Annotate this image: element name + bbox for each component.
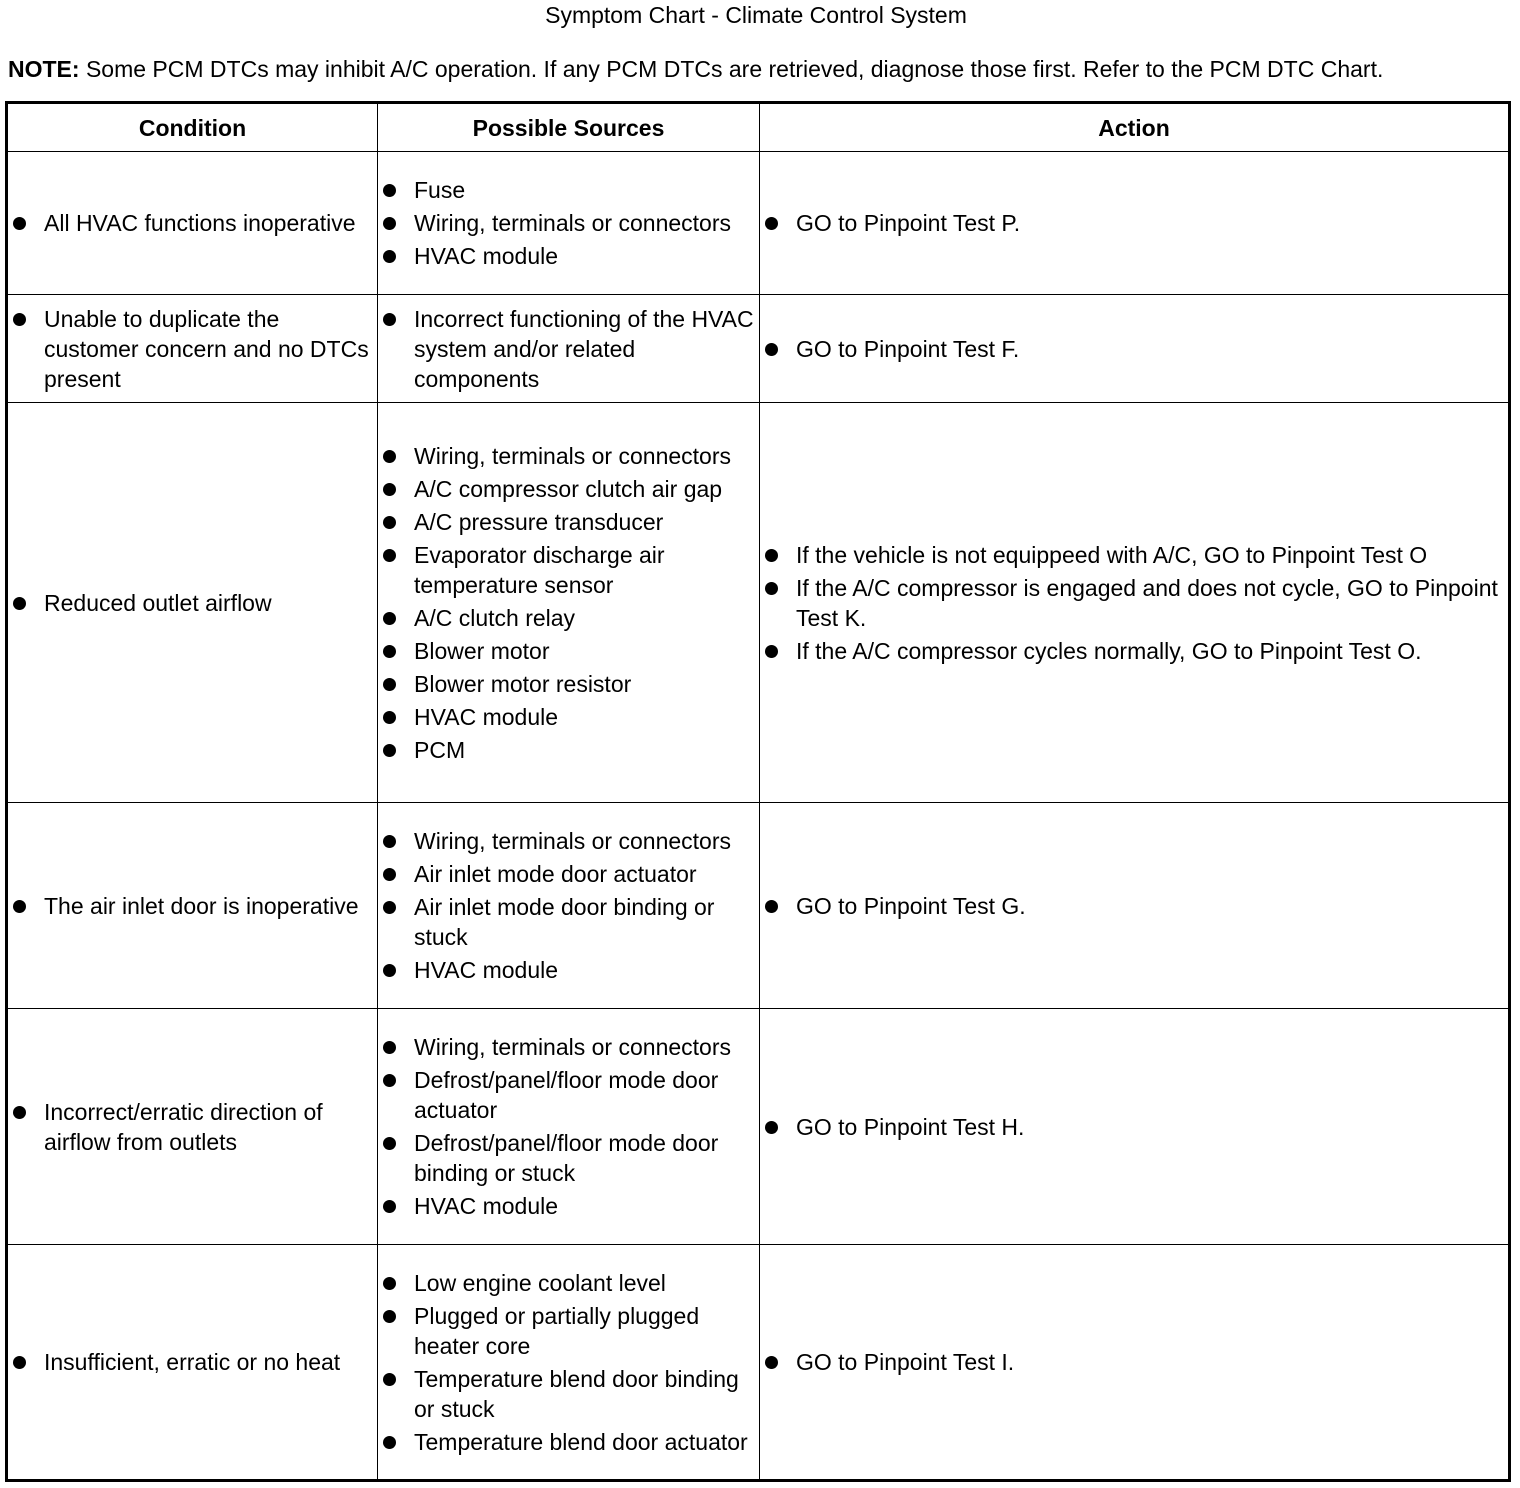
source-item: Wiring, terminals or connectors [378,441,759,471]
sources-cell [378,295,760,403]
action-item: GO to Pinpoint Test P. [760,208,1508,238]
action-item: GO to Pinpoint Test H. [760,1112,1508,1142]
source-item: HVAC module [378,241,759,271]
source-item: Blower motor [378,636,759,666]
source-item: Air inlet mode door binding or stuck [378,892,759,952]
source-item: HVAC module [378,1191,759,1221]
action-item: GO to Pinpoint Test F. [760,334,1508,364]
action-cell [760,295,1510,403]
source-item: Incorrect functioning of the HVAC system and/or related components [378,304,759,394]
sources-cell [378,803,760,1009]
action-cell [760,152,1510,295]
action-cell [760,1245,1510,1481]
condition-text: Insufficient, erratic or no heat [8,1347,377,1377]
symptom-chart-table [5,101,1511,1482]
source-item: HVAC module [378,955,759,985]
source-item: PCM [378,735,759,765]
action-item: If the A/C compressor is engaged and does not cycle, GO to Pinpoint Test K. [760,573,1508,633]
note-text: Some PCM DTCs may inhibit A/C operation. If any PCM DTCs are retrieved, diagnose those first. Refer to the PCM DTC Chart. [79,56,1384,82]
condition-text: Unable to duplicate the customer concern and no DTCs present [8,304,377,394]
action-item: If the vehicle is not equippeed with A/C, GO to Pinpoint Test O [760,540,1508,570]
sources-cell [378,152,760,295]
action-cell [760,403,1510,803]
condition-cell [7,295,378,403]
table-row [7,1009,1510,1245]
condition-text: Reduced outlet airflow [8,588,377,618]
header-condition: Condition [7,103,378,152]
action-item: If the A/C compressor cycles normally, GO to Pinpoint Test O. [760,636,1508,666]
condition-text: The air inlet door is inoperative [8,891,377,921]
note [8,54,1518,84]
table-row [7,403,1510,803]
source-item: Evaporator discharge air temperature sensor [378,540,759,600]
table-row [7,295,1510,403]
condition-cell [7,403,378,803]
source-item: Wiring, terminals or connectors [378,1032,759,1062]
sources-cell [378,403,760,803]
table-row [7,803,1510,1009]
source-item: Defrost/panel/floor mode door binding or stuck [378,1128,759,1188]
header-action: Action [760,103,1510,152]
condition-cell [7,803,378,1009]
source-item: A/C clutch relay [378,603,759,633]
source-item: Fuse [378,175,759,205]
source-item: Defrost/panel/floor mode door actuator [378,1065,759,1125]
source-item: Wiring, terminals or connectors [378,208,759,238]
sources-cell [378,1009,760,1245]
condition-cell [7,1245,378,1481]
condition-cell [7,1009,378,1245]
table-header-row [7,103,1510,152]
header-possible-sources: Possible Sources [378,103,760,152]
source-item: Blower motor resistor [378,669,759,699]
source-item: HVAC module [378,702,759,732]
source-item: Low engine coolant level [378,1268,759,1298]
condition-cell [7,152,378,295]
condition-text: All HVAC functions inoperative [8,208,377,238]
action-item: GO to Pinpoint Test G. [760,891,1508,921]
source-item: Temperature blend door binding or stuck [378,1364,759,1424]
action-item: GO to Pinpoint Test I. [760,1347,1508,1377]
page-title: Symptom Chart - Climate Control System [545,2,967,28]
source-item: Temperature blend door actuator [378,1427,759,1457]
source-item: Wiring, terminals or connectors [378,826,759,856]
action-cell [760,1009,1510,1245]
table-row [7,152,1510,295]
source-item: A/C pressure transducer [378,507,759,537]
note-label: NOTE: [8,56,80,82]
source-item: Plugged or partially plugged heater core [378,1301,759,1361]
sources-cell [378,1245,760,1481]
table-row [7,1245,1510,1481]
condition-text: Incorrect/erratic direction of airflow from outlets [8,1097,377,1157]
source-item: A/C compressor clutch air gap [378,474,759,504]
action-cell [760,803,1510,1009]
source-item: Air inlet mode door actuator [378,859,759,889]
